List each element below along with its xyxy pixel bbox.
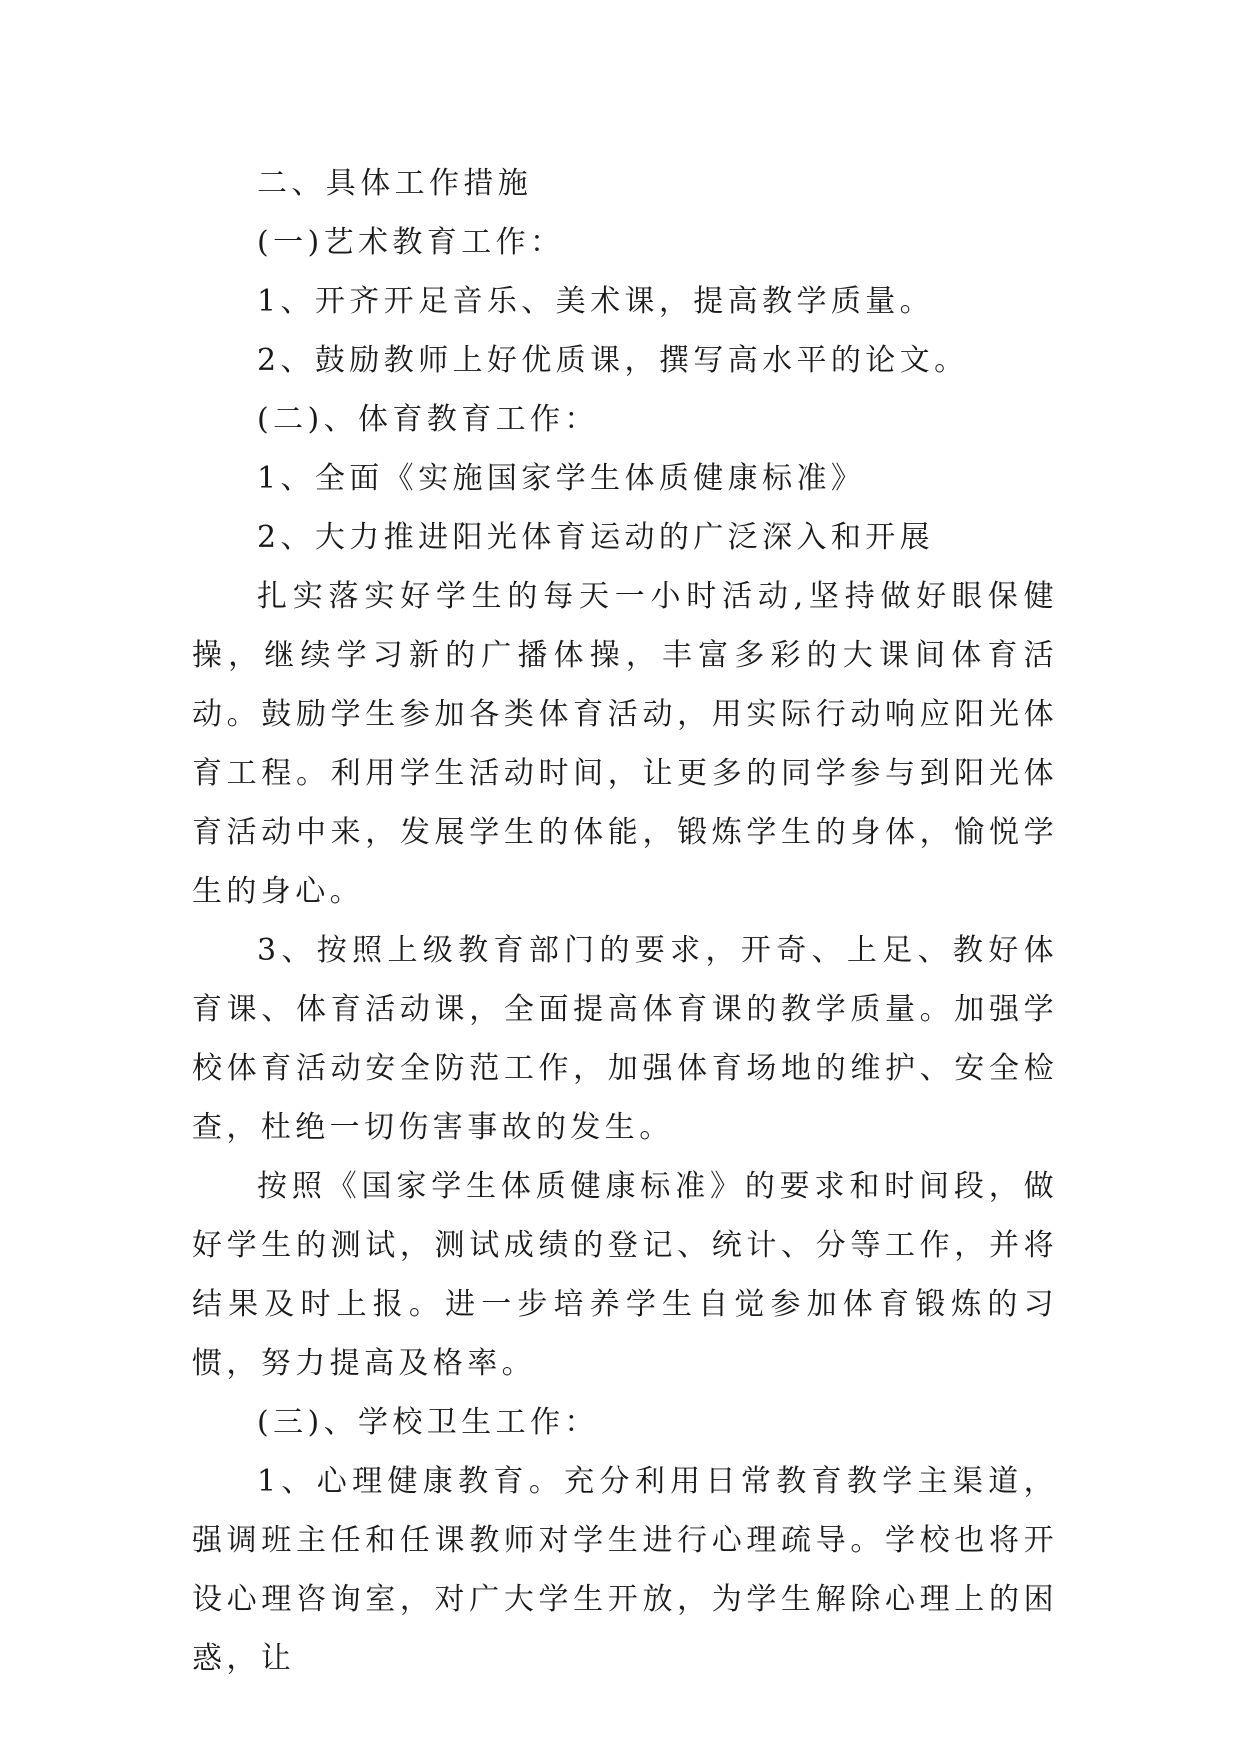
section-heading: 二、具体工作措施: [257, 166, 533, 201]
subsection-heading-school-health: (三)、学校卫生工作：: [257, 1405, 599, 1440]
document-body: [192, 154, 1058, 1688]
body-paragraph: 3、按照上级教育部门的要求，开奇、上足、教好体育课、体育活动课，全面提高体育课的教学质量。加强学校体育活动安全防范工作，加强体育场地的维护、安全检查，杜绝一切伤害事故的发生。: [192, 933, 1058, 1145]
subsection-heading-art-education: (一)艺术教育工作：: [257, 225, 565, 260]
list-item: 1、全面《实施国家学生体质健康标准》: [257, 461, 866, 496]
list-item: 2、大力推进阳光体育运动的广泛深入和开展: [257, 520, 935, 555]
body-paragraph: 按照《国家学生体质健康标准》的要求和时间段，做好学生的测试，测试成绩的登记、统计、分等工作，并将结果及时上报。进一步培养学生自觉参加体育锻炼的习惯，努力提高及格率。: [192, 1169, 1058, 1381]
subsection-heading-pe-education: (二)、体育教育工作：: [257, 402, 599, 437]
body-paragraph: 扎实落实好学生的每天一小时活动,坚持做好眼保健操，继续学习新的广播体操，丰富多彩的大课间体育活动。鼓励学生参加各类体育活动，用实际行动响应阳光体育工程。利用学生活动时间，让更多的同学参与到阳光体育活动中来，发展学生的体能，锻炼学生的身体，愉悦学生的身心。: [192, 579, 1058, 909]
list-item: 1、开齐开足音乐、美术课，提高教学质量。: [257, 284, 935, 319]
list-item: 2、鼓励教师上好优质课，撰写高水平的论文。: [257, 343, 969, 378]
body-paragraph: 1、心理健康教育。充分利用日常教育教学主渠道，强调班主任和任课教师对学生进行心理疏导。学校也将开设心理咨询室，对广大学生开放，为学生解除心理上的困惑，让: [192, 1464, 1058, 1676]
